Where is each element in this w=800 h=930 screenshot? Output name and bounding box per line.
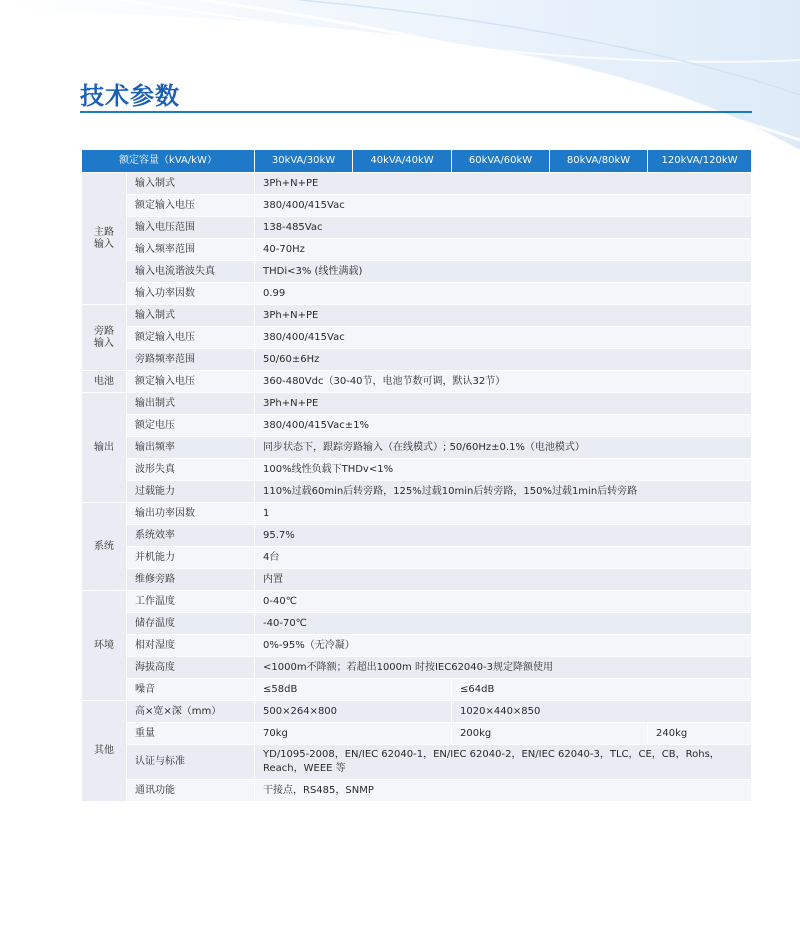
table-row	[82, 415, 752, 437]
row-value: 0%-95%（无冷凝）	[255, 635, 752, 657]
header-model: 120kVA/120kW	[648, 150, 752, 173]
table-row	[82, 547, 752, 569]
header-model: 60kVA/60kW	[452, 150, 550, 173]
spec-table	[81, 149, 752, 802]
table-row	[82, 239, 752, 261]
row-label: 波形失真	[127, 459, 255, 481]
header-model: 40kVA/40kW	[353, 150, 452, 173]
row-label: 通讯功能	[127, 780, 255, 802]
row-value: <1000m不降额；若超出1000m 时按IEC62040-3规定降额使用	[255, 657, 752, 679]
row-value: 138-485Vac	[255, 217, 752, 239]
row-label: 认证与标准	[127, 745, 255, 780]
row-label: 海拔高度	[127, 657, 255, 679]
group-environment: 环境	[82, 591, 127, 701]
table-row	[82, 481, 752, 503]
table-row	[82, 261, 752, 283]
table-row	[82, 195, 752, 217]
table-row	[82, 305, 752, 327]
row-label: 旁路频率范围	[127, 349, 255, 371]
group-main-input: 主路 输入	[82, 173, 127, 305]
row-value: 3Ph+N+PE	[255, 305, 752, 327]
row-value: 40-70Hz	[255, 239, 752, 261]
row-label: 输入电流谐波失真	[127, 261, 255, 283]
row-value: 110%过载60min后转旁路，125%过载10min后转旁路，150%过载1min后转旁路	[255, 481, 752, 503]
row-label: 高×宽×深（mm）	[127, 701, 255, 723]
row-value: 200kg	[452, 723, 648, 745]
table-row	[82, 371, 752, 393]
row-label: 输入功率因数	[127, 283, 255, 305]
row-label: 输出频率	[127, 437, 255, 459]
row-value: 3Ph+N+PE	[255, 173, 752, 195]
page-title: 技术参数	[80, 82, 180, 110]
group-other: 其他	[82, 701, 127, 802]
row-label: 储存温度	[127, 613, 255, 635]
row-label: 并机能力	[127, 547, 255, 569]
table-row	[82, 503, 752, 525]
row-value: 240kg	[648, 723, 752, 745]
group-battery: 电池	[82, 371, 127, 393]
row-value: YD/1095-2008，EN/IEC 62040-1，EN/IEC 62040-2，EN/IEC 62040-3，TLC，CE，CB，Rohs，Reach，WEEE 等	[255, 745, 752, 780]
group-system: 系统	[82, 503, 127, 591]
row-value: 500×264×800	[255, 701, 452, 723]
row-label: 额定输入电压	[127, 195, 255, 217]
row-label: 输入制式	[127, 173, 255, 195]
table-row	[82, 745, 752, 780]
row-label: 输入电压范围	[127, 217, 255, 239]
table-row	[82, 780, 752, 802]
row-value: 内置	[255, 569, 752, 591]
table-row	[82, 591, 752, 613]
row-label: 额定输入电压	[127, 371, 255, 393]
table-row	[82, 437, 752, 459]
row-label: 输出制式	[127, 393, 255, 415]
row-label: 输入制式	[127, 305, 255, 327]
table-row	[82, 635, 752, 657]
group-bypass-input: 旁路 输入	[82, 305, 127, 371]
table-row	[82, 283, 752, 305]
row-label: 输入频率范围	[127, 239, 255, 261]
row-value: 380/400/415Vac	[255, 195, 752, 217]
row-value: ≤64dB	[452, 679, 752, 701]
header-model: 80kVA/80kW	[550, 150, 648, 173]
row-value: THDi<3% (线性满载)	[255, 261, 752, 283]
table-row	[82, 459, 752, 481]
row-value: 380/400/415Vac±1%	[255, 415, 752, 437]
table-header-row	[82, 150, 752, 173]
title-divider	[80, 111, 752, 113]
row-label: 额定电压	[127, 415, 255, 437]
table-row	[82, 613, 752, 635]
table-row	[82, 217, 752, 239]
row-label: 工作温度	[127, 591, 255, 613]
table-row	[82, 679, 752, 701]
row-label: 噪音	[127, 679, 255, 701]
row-value: 同步状态下，跟踪旁路输入（在线模式）; 50/60Hz±0.1%（电池模式）	[255, 437, 752, 459]
row-label: 重量	[127, 723, 255, 745]
row-value: 干接点，RS485，SNMP	[255, 780, 752, 802]
row-value: 1020×440×850	[452, 701, 752, 723]
row-value: 1	[255, 503, 752, 525]
row-value: 70kg	[255, 723, 452, 745]
table-row	[82, 393, 752, 415]
row-label: 额定输入电压	[127, 327, 255, 349]
group-output: 输出	[82, 393, 127, 503]
row-value: 360-480Vdc（30-40节，电池节数可调，默认32节）	[255, 371, 752, 393]
table-row	[82, 569, 752, 591]
table-row	[82, 173, 752, 195]
row-value: 50/60±6Hz	[255, 349, 752, 371]
table-row	[82, 349, 752, 371]
table-row	[82, 657, 752, 679]
header-capacity: 额定容量（kVA/kW）	[82, 150, 255, 173]
row-value: 100%线性负载下THDv<1%	[255, 459, 752, 481]
row-value: 95.7%	[255, 525, 752, 547]
row-value: ≤58dB	[255, 679, 452, 701]
row-label: 输出功率因数	[127, 503, 255, 525]
row-value: 3Ph+N+PE	[255, 393, 752, 415]
row-value: -40-70℃	[255, 613, 752, 635]
table-row	[82, 701, 752, 723]
header-model: 30kVA/30kW	[255, 150, 353, 173]
row-value: 380/400/415Vac	[255, 327, 752, 349]
row-label: 相对湿度	[127, 635, 255, 657]
row-label: 系统效率	[127, 525, 255, 547]
row-value: 0.99	[255, 283, 752, 305]
table-row	[82, 723, 752, 745]
table-row	[82, 525, 752, 547]
row-value: 0-40℃	[255, 591, 752, 613]
row-label: 维修旁路	[127, 569, 255, 591]
table-row	[82, 327, 752, 349]
row-value: 4台	[255, 547, 752, 569]
row-label: 过载能力	[127, 481, 255, 503]
